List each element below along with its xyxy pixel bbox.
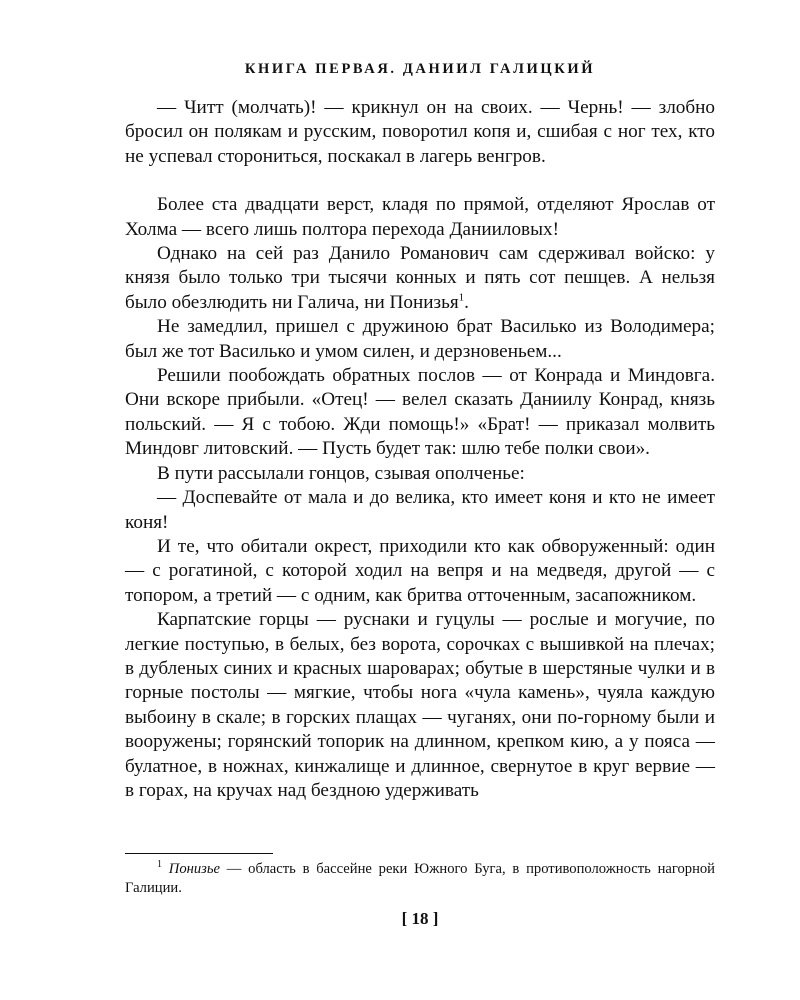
paragraph-6: В пути рассылали гонцов, сзывая ополченье: (157, 462, 525, 484)
paragraph-1: — Читт (молчать)! — крикнул он на своих. — Чернь! — злобно бросил он полякам и русским, поворотил копя и, сшибая с ног тех, кто не успевал сторониться, поскакал в лагерь венгров. (125, 97, 715, 167)
footnote-text: — область в бассейне реки Южного Буга, в противоположность нагорной Галиции. (125, 861, 715, 896)
paragraph-5: Решили пообождать обратных послов — от Конрада и Миндовга. Они вскоре прибыли. «Отец! — велел сказать Даниилу Конрад, князь польский. — Я с тобою. Жди помощь!» «Брат! — приказал молвить Миндовг литовский. — Пусть будет так: шлю тебе полки свои». (125, 365, 715, 460)
section-break (125, 169, 715, 193)
page-body (125, 58, 715, 803)
paragraph-3-end: . (464, 291, 469, 313)
paragraph-8: И те, что обитали окрест, приходили кто как обворуженный: один — с рогатиной, с которой ходил на вепря и на медведя, другой — с топором, а третий — с одним, как бритва отточенным, засапожником. (125, 535, 715, 606)
paragraph-3-text: Однако на сей раз Данило Романович сам сдерживал войско: у князя было только три тысячи конных и пять сот пешцев. А нельзя было обезлюдить ни Галича, ни Понизья (125, 243, 715, 313)
paragraph-7: — Доспевайте от мала и до велика, кто имеет коня и кто не имеет коня! (125, 487, 715, 533)
footnote-text-block (125, 860, 715, 898)
paragraph-9: Карпатские горцы — руснаки и гуцулы — рослые и могучие, по легкие поступью, в белых, без ворота, сорочках с вышивкой на плечах; в дубленых синих и красных шароварах; обутые в шерстяные чулки и в горные постолы — мягкие, чтобы нога «чула камень», чуяла каждую выбоину в скале; в горских плащах — чуганях, они по-горному были и вооружены; горянский топорик на длинном, крепком кию, а у пояса — булатное, в ножнах, кинжалище и длинное, свернутое в круг вервие — в горах, на кручах над бездною удерживать (125, 609, 715, 801)
footnote-term: Понизье (168, 861, 220, 877)
footnote (125, 860, 715, 898)
footnote-number: 1 (157, 859, 162, 871)
main-text (125, 96, 715, 803)
footnote-divider (125, 853, 273, 854)
paragraph-3 (125, 242, 715, 315)
page-number: [ 18 ] (401, 909, 439, 928)
paragraph-4: Не замедлил, пришел с дружиною брат Василько из Володимера; был же тот Василько и умом силен, и дерзновеньем... (125, 316, 715, 362)
paragraph-2: Более ста двадцати верст, кладя по прямой, отделяют Ярослав от Холма — всего лишь полтора перехода Данииловых! (125, 194, 715, 240)
footnote-reference[interactable]: 1 (458, 291, 465, 304)
running-head: КНИГА ПЕРВАЯ. ДАНИИЛ ГАЛИЦКИЙ (244, 61, 596, 77)
